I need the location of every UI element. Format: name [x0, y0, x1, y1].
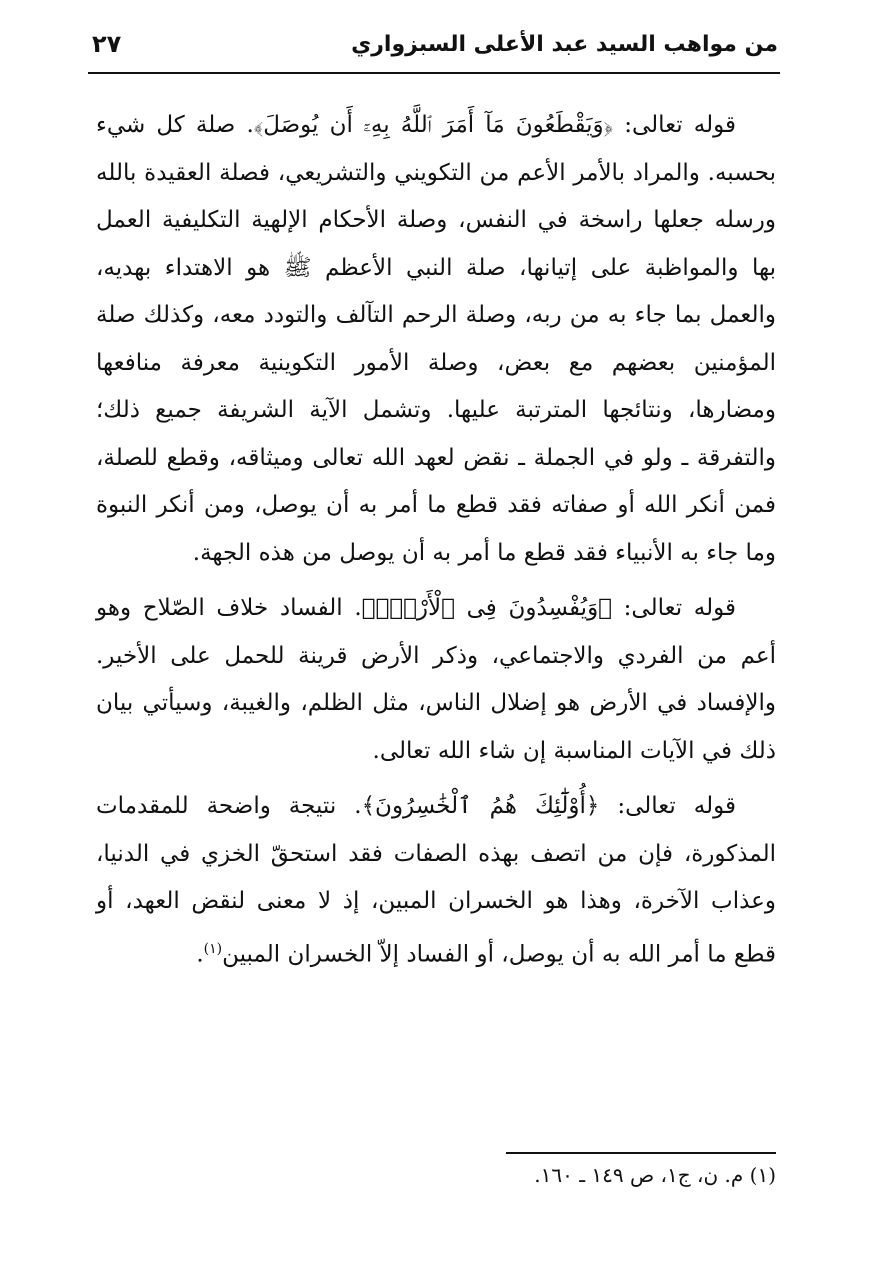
paragraph-end: .	[196, 941, 204, 968]
paragraph-body: . الفساد خلاف الصّلاح وهو أعم من الفردي والاجتماعي، وذكر الأرض قرينة للحمل على الأخير. والإفساد في الأرض هو إضلال الناس، مثل الظلم، والغيبة، وسيأتي بيان ذلك في الآيات المناسبة إن شاء الله تعالى.	[96, 595, 776, 764]
quran-quote: ﴿أُوْلَٰٓئِكَ هُمُ ٱلْخَٰسِرُونَ﴾	[361, 793, 600, 819]
footnote-marker: (١)	[203, 940, 223, 957]
paragraph-lead: قوله تعالى:	[599, 793, 736, 819]
paragraph-body: . نتيجة واضحة للمقدمات المذكورة، فإن من اتصف بهذه الصفات فقد استحقّ الخزي في الدنيا، وعذاب الآخرة، وهذا هو الخسران المبين، إذ لا معنى لنقض العهد، أو قطع ما أمر الله به أن يوصل، أو الفساد إلاّ الخسران المبين	[96, 793, 776, 968]
paragraph-1	[96, 102, 776, 577]
footnote: (١) م. ن، ج١، ص ١٤٩ ـ ١٦٠.	[534, 1163, 776, 1187]
paragraph-lead: قوله تعالى:	[613, 112, 736, 138]
paragraph-body: . صلة كل شيء بحسبه. والمراد بالأمر الأعم من التكويني والتشريعي، فصلة العقيدة بالله ورسله جعلها راسخة في النفس، وصلة الأحكام الإلهية التكليفية العمل بها والمواظبة على إتيانها، صلة النبي الأعظم ﷺ هو الاهتداء بهديه، والعمل بما جاء به من ربه، وصلة الرحم التآلف والتودد معه، وكذلك صلة المؤمنين بعضهم مع بعض، وصلة الأمور التكوينية معرفة منافعها ومضارها، ونتائجها المترتبة عليها. وتشمل الآية الشريفة جميع ذلك؛ والتفرقة ـ ولو في الجملة ـ نقض لعهد الله تعالى وميثاقه، وقطع للصلة، فمن أنكر الله أو صفاته فقد قطع ما أمر به أن يوصل، ومن أنكر النبوة وما جاء به الأنبياء فقد قطع ما أمر به أن يوصل من هذه الجهة.	[96, 112, 776, 566]
footnote-divider	[506, 1152, 776, 1154]
main-text	[96, 102, 776, 987]
running-header	[92, 30, 778, 70]
paragraph-3	[96, 783, 776, 979]
running-title: من مواهب السيد عبد الأعلى السبزواري	[351, 32, 778, 57]
paragraph-lead: قوله تعالى:	[611, 595, 736, 621]
quran-quote: ﴿وَيَقْطَعُونَ مَآ أَمَرَ ٱللَّهُ بِهِۦٓ أَن يُوصَلَ﴾	[253, 112, 614, 138]
page-number: ٢٧	[92, 30, 122, 58]
header-divider	[88, 72, 780, 74]
paragraph-2	[96, 585, 776, 775]
quran-quote: ﴿وَيُفْسِدُونَ فِى ٱلْأَرْضِۚ﴾	[361, 595, 612, 621]
